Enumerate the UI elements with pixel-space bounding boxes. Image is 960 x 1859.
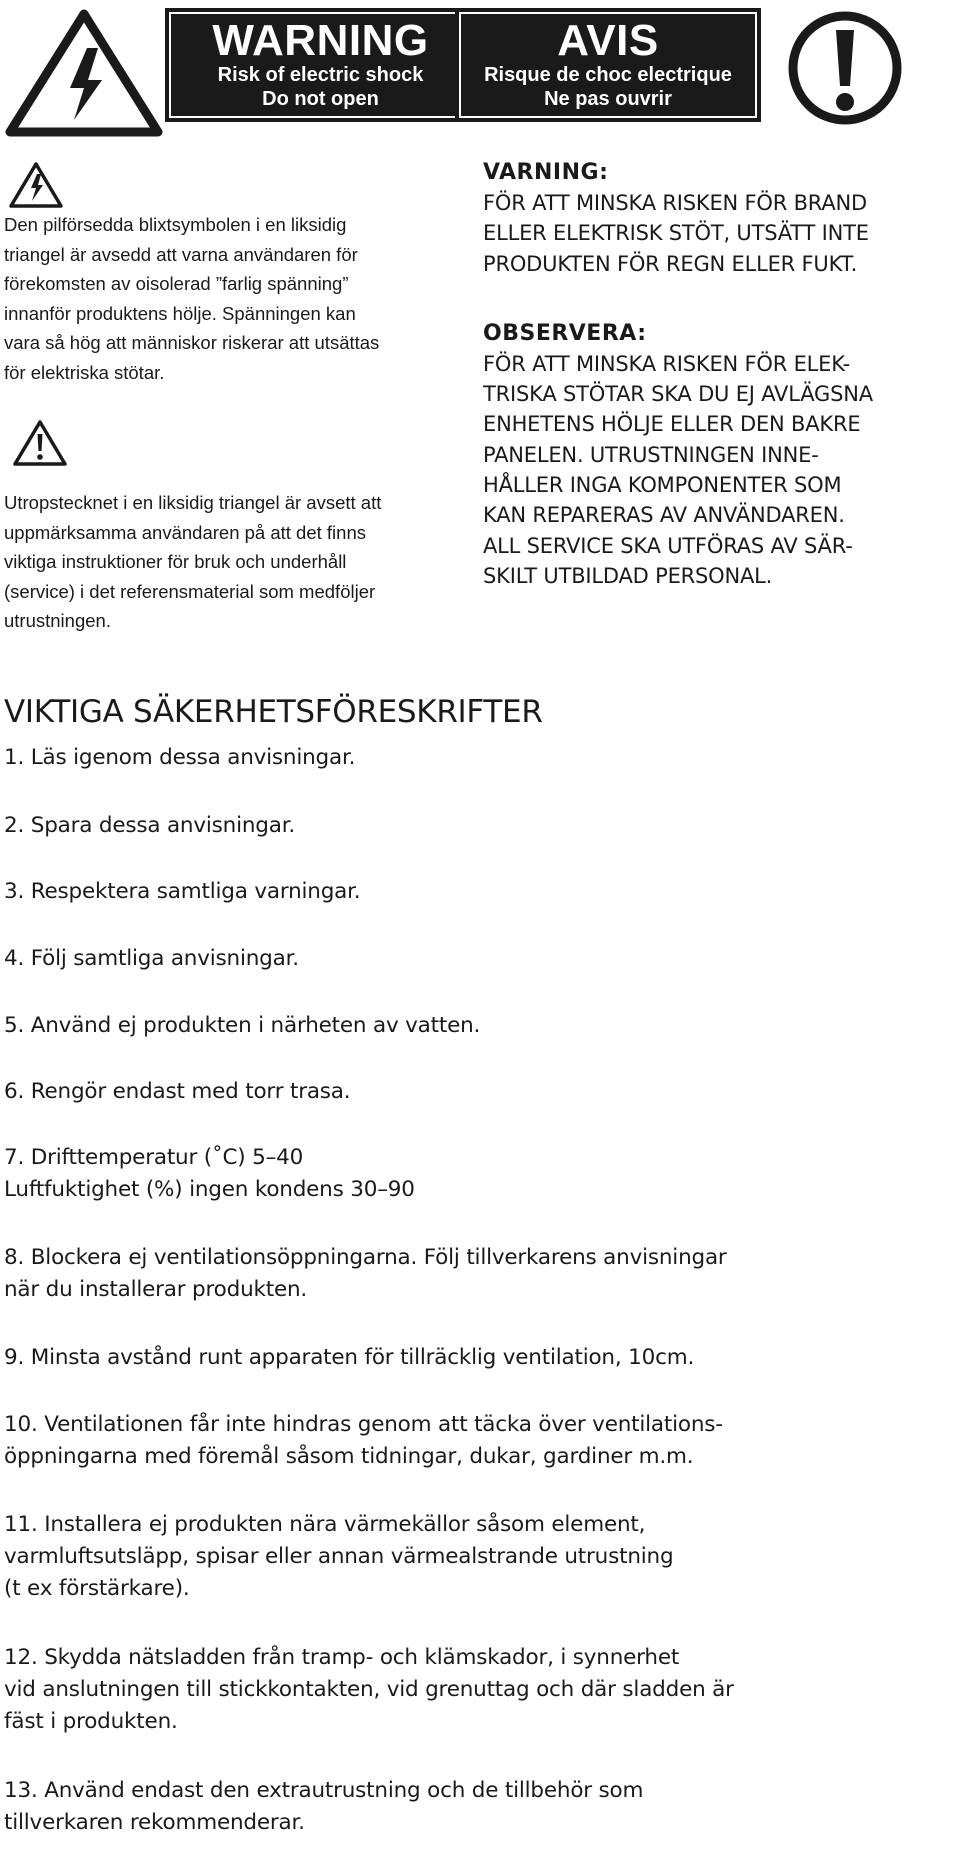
- text-line: uppmärksamma användaren på att det finns: [4, 521, 366, 543]
- instruction-item: 1. Läs igenom dessa anvisningar.: [4, 745, 356, 770]
- text-line: (service) i det referensmaterial som medföljer: [4, 580, 376, 602]
- observera-line: PANELEN. UTRUSTNINGEN INNE-: [483, 442, 819, 467]
- text-line: för elektriska stötar.: [4, 361, 165, 383]
- text-line: innanför produktens hölje. Spänningen kan: [4, 302, 356, 324]
- warning-banner: [0, 0, 960, 120]
- observera-line: TRISKA STÖTAR SKA DU EJ AVLÄGSNA: [483, 382, 873, 407]
- text-line: vara så hög att människor riskerar att utsättas: [4, 332, 380, 353]
- avis-line-2: Ne pas ouvrir: [544, 88, 672, 110]
- observera-line: KAN REPARERAS AV ANVÄNDAREN.: [483, 503, 845, 528]
- observera-line: ALL SERVICE SKA UTFÖRAS AV SÄR-: [483, 533, 853, 558]
- instruction-item: 8. Blockera ej ventilationsöppningarna. Följ tillverkarens anvisningar när du installerar produkten.: [4, 1245, 727, 1302]
- varning-line: PRODUKTEN FÖR REGN ELLER FUKT.: [483, 251, 858, 276]
- avis-title: AVIS: [557, 16, 659, 65]
- instruction-item: 6. Rengör endast med torr trasa.: [4, 1079, 351, 1104]
- instruction-item: 10. Ventilationen får inte hindras genom att täcka över ventilations- öppningarna med föremål såsom tidningar, dukar, gardiner m.m.: [4, 1412, 723, 1469]
- text-line: viktiga instruktioner för bruk och underhåll: [4, 551, 347, 572]
- instruction-item: 9. Minsta avstånd runt apparaten för tillräcklig ventilation, 10cm.: [4, 1345, 695, 1370]
- text-line: Utropstecknet i en liksidig triangel är avsett att: [4, 492, 382, 513]
- instruction-item: 13. Använd endast den extrautrustning och de tillbehör som tillverkaren rekommenderar.: [4, 1778, 644, 1835]
- instruction-item: 3. Respektera samtliga varningar.: [4, 879, 361, 904]
- warning-notices: [483, 158, 953, 591]
- observera-line: HÅLLER INGA KOMPONENTER SOM: [483, 473, 842, 498]
- warning-line-2: Do not open: [262, 88, 379, 110]
- avis-line-1: Risque de choc electrique: [484, 64, 732, 86]
- text-line: Den pilförsedda blixtsymbolen i en liksidig: [4, 214, 347, 235]
- warning-box: [165, 8, 476, 122]
- observera-line: SKILT UTBILDAD PERSONAL.: [483, 563, 773, 588]
- warning-title: WARNING: [212, 16, 429, 65]
- spacer: [483, 279, 953, 319]
- lightning-triangle-icon-small: [8, 160, 64, 210]
- lightning-triangle-icon: [4, 8, 164, 138]
- lightning-symbol-description: [4, 210, 454, 387]
- varning-line: ELLER ELEKTRISK STÖT, UTSÄTT INTE: [483, 221, 869, 246]
- text-line: triangel är avsedd att varna användaren för: [4, 243, 358, 265]
- instruction-item: 12. Skydda nätsladden från tramp- och klämskador, i synnerhet vid anslutningen till stickkontakten, vid grenuttag och där sladden är fäst i produkten.: [4, 1645, 734, 1734]
- exclamation-triangle-icon-small: [12, 418, 68, 468]
- safety-instructions-title: VIKTIGA SÄKERHETSFÖRESKRIFTER: [4, 694, 543, 730]
- varning-line: FÖR ATT MINSKA RISKEN FÖR BRAND: [483, 191, 867, 215]
- instruction-item: 5. Använd ej produkten i närheten av vatten.: [4, 1013, 481, 1038]
- instruction-item: 7. Drifttemperatur (˚C) 5–40 Luftfuktighet (%) ingen kondens 30–90: [4, 1145, 415, 1202]
- warning-line-1: Risk of electric shock: [217, 64, 424, 86]
- observera-line: FÖR ATT MINSKA RISKEN FÖR ELEK-: [483, 351, 850, 376]
- exclamation-symbol-description: [4, 488, 454, 636]
- text-line: utrustningen.: [4, 610, 111, 631]
- avis-box: [455, 8, 761, 122]
- instruction-item: 11. Installera ej produkten nära värmekällor såsom element, varmluftsutsläpp, spisar eller annan värmealstrande utrustning (t ex förstärkare).: [4, 1512, 674, 1601]
- observera-heading: OBSERVERA:: [483, 320, 647, 346]
- instruction-item: 4. Följ samtliga anvisningar.: [4, 946, 299, 971]
- instruction-item: 2. Spara dessa anvisningar.: [4, 813, 296, 838]
- varning-heading: VARNING:: [483, 160, 609, 185]
- exclamation-circle-icon: [785, 8, 905, 128]
- text-line: förekomsten av oisolerad ”farlig spänning”: [4, 273, 349, 294]
- observera-line: ENHETENS HÖLJE ELLER DEN BAKRE: [483, 412, 861, 437]
